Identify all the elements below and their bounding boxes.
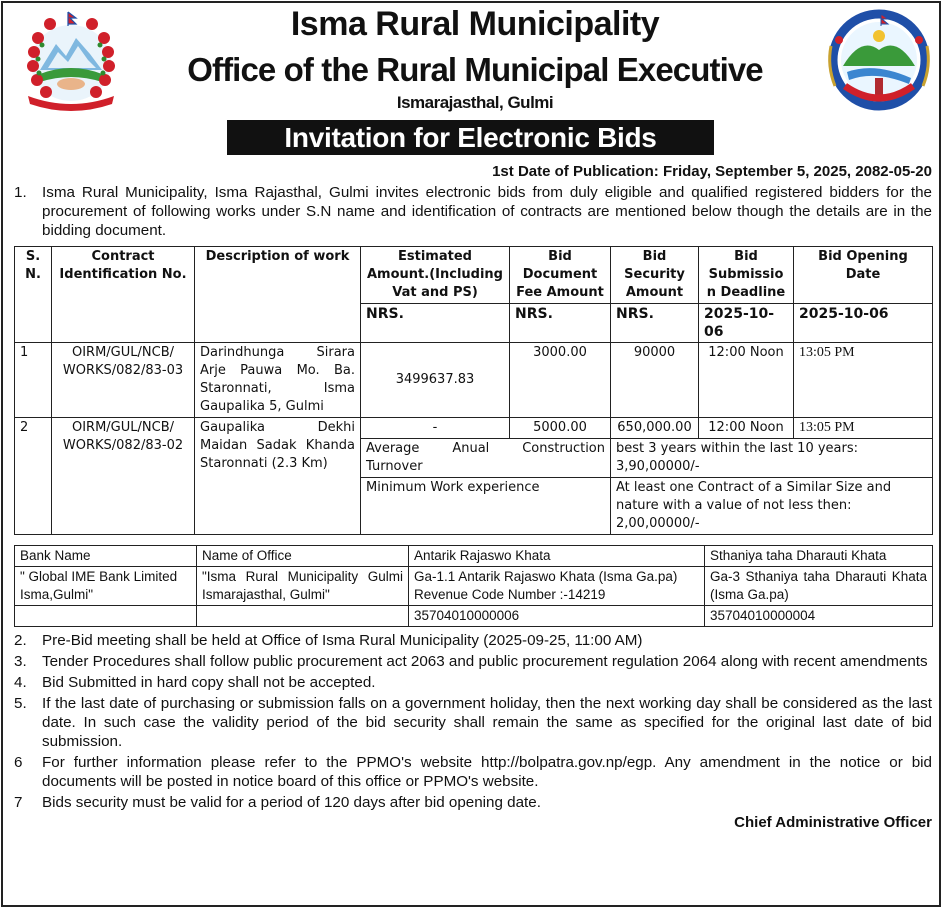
bank-header-bank-name: Bank Name — [15, 546, 197, 567]
header-contract-id: Contract Identification No. — [52, 247, 195, 343]
bank-header-dharauti-khata: Sthaniya taha Dharauti Khata — [705, 546, 933, 567]
row-description: Gaupalika Dekhi Maidan Sadak Khanda Staronnati (2.3 Km) — [195, 418, 361, 535]
note-text: Bids security must be valid for a period of 120 days after bid opening date. — [42, 794, 541, 811]
qualification-turnover-value: best 3 years within the last 10 years: 3,90,00000/- — [611, 439, 933, 478]
bank-header-antarik-khata: Antarik Rajaswo Khata — [409, 546, 705, 567]
row-security: 90000 — [611, 343, 699, 418]
subheader-estimated-amount: NRS. — [361, 304, 510, 343]
municipality-title: Isma Rural Municipality — [290, 5, 660, 43]
note-number: 5. — [14, 695, 27, 712]
list-item — [14, 694, 932, 751]
isma-municipality-seal-icon — [825, 6, 933, 118]
bank-table-row — [15, 606, 933, 627]
header-deadline: Bid Submission Deadline — [699, 247, 794, 304]
bids-table-header-row — [15, 247, 933, 304]
table-row — [15, 343, 933, 418]
row-estimated-amount: - — [361, 418, 510, 439]
dharauti-account-number: 35704010000004 — [705, 606, 933, 627]
notice-banner: Invitation for Electronic Bids — [227, 120, 714, 155]
header-security: Bid Security Amount — [611, 247, 699, 304]
header-sn: S. N. — [15, 247, 52, 343]
qualification-turnover-label: Average Anual Construction Turnover — [361, 439, 611, 478]
bank-header-office-name: Name of Office — [197, 546, 409, 567]
bank-name-value: " Global IME Bank Limited Isma,Gulmi" — [15, 567, 197, 606]
row-opening: 13:05 PM — [794, 343, 933, 418]
header-opening: Bid Opening Date — [794, 247, 933, 304]
notes-list — [14, 631, 932, 812]
table-row — [15, 418, 933, 439]
header-description: Description of work — [195, 247, 361, 343]
notice-header — [0, 0, 945, 160]
note-number: 2. — [14, 632, 27, 649]
publication-date: 1st Date of Publication: Friday, September 5, 2025, 2082-05-20 — [492, 163, 932, 180]
list-item — [14, 793, 932, 812]
note-number: 6 — [14, 754, 23, 771]
signoff-title: Chief Administrative Officer — [734, 814, 932, 831]
intro-number: 1. — [14, 184, 27, 201]
row-sn: 2 — [15, 418, 52, 535]
office-address: Ismarajasthal, Gulmi — [396, 93, 554, 112]
row-security: 650,000.00 — [611, 418, 699, 439]
note-text: For further information please refer to the PPMO's website http://bolpatra.gov.np/egp. Any amendment in the notice or bid documents will be posted in notice board of this office or PPMO's website. — [42, 754, 932, 790]
antarik-account-number: 35704010000006 — [409, 606, 705, 627]
row-estimated-amount: 3499637.83 — [361, 343, 510, 418]
note-number: 3. — [14, 653, 27, 670]
list-item — [14, 631, 932, 650]
subheader-deadline-date: 2025-10-06 — [699, 304, 794, 343]
list-item — [14, 673, 932, 692]
office-name-value: "Isma Rural Municipality Gulmi Ismarajasthal, Gulmi" — [197, 567, 409, 606]
note-number: 4. — [14, 674, 27, 691]
subheader-doc-fee: NRS. — [510, 304, 611, 343]
row-contract-id: OIRM/GUL/NCB/ WORKS/082/83-03 — [52, 343, 195, 418]
office-title: Office of the Rural Municipal Executive — [187, 51, 763, 88]
row-contract-id: OIRM/GUL/NCB/ WORKS/082/83-02 — [52, 418, 195, 535]
bank-table-row — [15, 567, 933, 606]
row-deadline: 12:00 Noon — [699, 418, 794, 439]
note-number: 7 — [14, 794, 23, 811]
note-text: Tender Procedures shall follow public procurement act 2063 and public procurement regulation 2064 along with recent amendments — [42, 653, 928, 670]
bank-account-empty — [15, 606, 197, 627]
bank-table-header-row — [15, 546, 933, 567]
bank-account-table — [14, 545, 933, 627]
subheader-opening-date: 2025-10-06 — [794, 304, 933, 343]
row-doc-fee: 5000.00 — [510, 418, 611, 439]
intro-paragraph — [14, 183, 932, 240]
dharauti-khata-value: Ga-3 Sthaniya taha Dharauti Khata (Isma Ga.pa) — [705, 567, 933, 606]
antarik-khata-value: Ga-1.1 Antarik Rajaswo Khata (Isma Ga.pa) Revenue Code Number :-14219 — [409, 567, 705, 606]
list-item — [14, 753, 932, 791]
subheader-security: NRS. — [611, 304, 699, 343]
intro-text: Isma Rural Municipality, Isma Rajasthal, Gulmi invites electronic bids from duly eligible and qualified registered bidders for the procurement of following works under S.N name and identification of contracts are mentioned below though the details are in the bidding document. — [42, 184, 932, 239]
note-text: Pre-Bid meeting shall be held at Office of Isma Rural Municipality (2025-09-25, 11:00 AM) — [42, 632, 643, 649]
header-estimated-amount: Estimated Amount.(Including Vat and PS) — [361, 247, 510, 304]
row-sn: 1 — [15, 343, 52, 418]
row-doc-fee: 3000.00 — [510, 343, 611, 418]
header-doc-fee: Bid Document Fee Amount — [510, 247, 611, 304]
note-text: If the last date of purchasing or submission falls on a government holiday, then the next working day shall be considered as the last date. In such case the validity period of the bid security shall remain the same as specified for the original last date of bid submission. — [42, 695, 932, 750]
row-deadline: 12:00 Noon — [699, 343, 794, 418]
notice-body — [0, 163, 945, 838]
qualification-experience-value: At least one Contract of a Similar Size and nature with a value of not less then: 2,00,00000/- — [611, 478, 933, 535]
row-description: Darindhunga Sirara Arje Pauwa Mo. Ba. Staronnati, Isma Gaupalika 5, Gulmi — [195, 343, 361, 418]
qualification-experience-label: Minimum Work experience — [361, 478, 611, 535]
bids-table — [14, 246, 933, 535]
list-item — [14, 652, 932, 671]
office-account-empty — [197, 606, 409, 627]
note-text: Bid Submitted in hard copy shall not be accepted. — [42, 674, 376, 691]
nepal-government-emblem-icon — [18, 8, 124, 114]
row-opening: 13:05 PM — [794, 418, 933, 439]
